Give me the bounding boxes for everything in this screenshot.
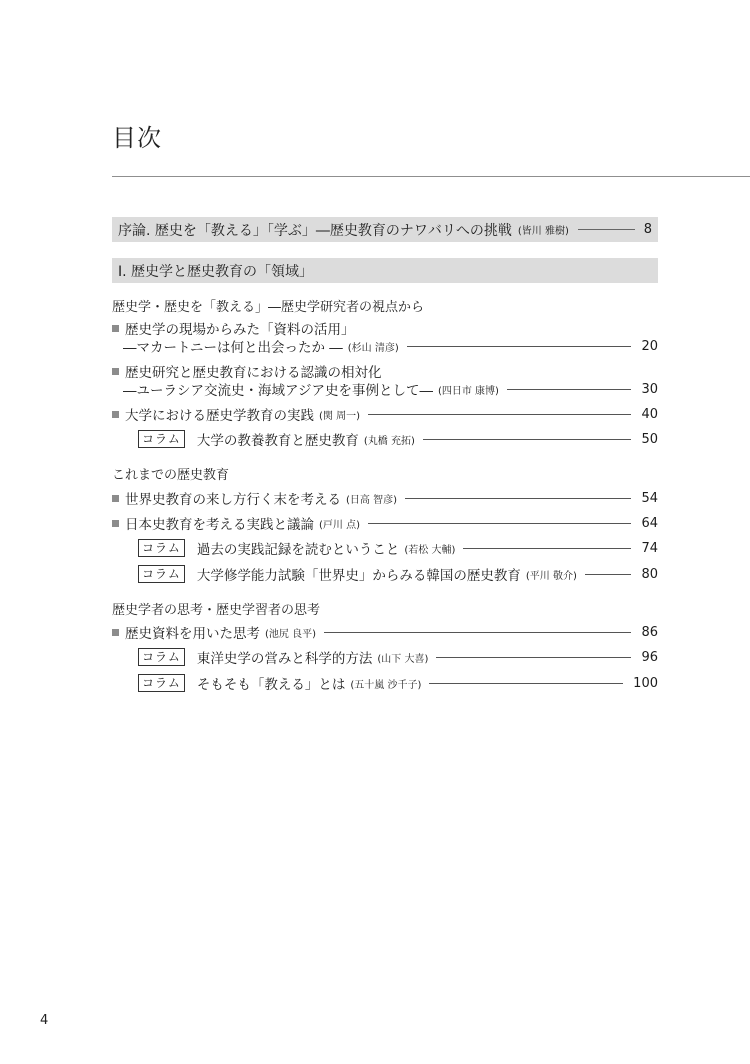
section-heading: 歴史学・歴史を「教える」―歴史学研究者の視点から — [112, 300, 425, 315]
entry-page-number: 74 — [641, 540, 658, 556]
page-folio: 4 — [40, 1013, 49, 1028]
square-bullet-icon — [112, 520, 119, 527]
entry-author: (山下 大喜) — [377, 653, 429, 665]
intro-title: 序論. 歴史を「教える」「学ぶ」―歴史教育のナワバリへの挑戦 — [118, 222, 512, 239]
section-heading: 歴史学者の思考・歴史学習者の思考 — [112, 603, 321, 618]
toc-entry[interactable] — [112, 405, 658, 423]
leader-line — [368, 523, 631, 524]
entry-page-number: 100 — [633, 675, 658, 691]
part-heading — [112, 258, 658, 283]
entry-author: (若松 大輔) — [404, 544, 456, 556]
square-bullet-icon — [112, 325, 119, 332]
entry-title: そもそも「教える」とは — [196, 677, 346, 693]
toc-column-entry[interactable] — [112, 674, 658, 692]
toc-entry[interactable] — [112, 623, 658, 641]
toc-column-entry[interactable] — [112, 565, 658, 583]
entry-page-number: 86 — [641, 624, 658, 640]
entry-author: (四日市 康博) — [437, 385, 499, 397]
entry-author: (池尻 良平) — [265, 628, 316, 640]
leader-line — [507, 389, 632, 390]
entry-page-number: 80 — [641, 566, 658, 582]
entry-page-number: 40 — [641, 406, 658, 422]
leader-line — [585, 574, 632, 575]
entry-title: 歴史資料を用いた思考 — [125, 626, 260, 642]
leader-line — [578, 229, 635, 230]
leader-line — [368, 414, 631, 415]
column-badge: コラム — [138, 430, 185, 448]
toc-entry[interactable] — [112, 319, 658, 337]
square-bullet-icon — [112, 411, 119, 418]
square-bullet-icon — [112, 368, 119, 375]
leader-line — [324, 632, 631, 633]
leader-line — [407, 346, 632, 347]
toc-entry[interactable] — [112, 362, 658, 380]
square-bullet-icon — [112, 629, 119, 636]
intro-page-number: 8 — [643, 222, 652, 237]
column-badge: コラム — [138, 539, 185, 557]
column-badge: コラム — [138, 648, 185, 666]
column-badge: コラム — [138, 565, 185, 583]
entry-page-number: 20 — [641, 338, 658, 354]
entry-page-number: 30 — [641, 381, 658, 397]
leader-line — [423, 439, 632, 440]
entry-subtitle: ―マカートニーは何と出会ったか ― — [123, 340, 343, 356]
section-heading: これまでの歴史教育 — [112, 468, 230, 483]
entry-author: (丸橋 充拓) — [363, 435, 415, 447]
column-badge: コラム — [138, 674, 185, 692]
entry-author: (平川 敬介) — [525, 570, 577, 582]
page-title: 目次 — [112, 124, 162, 152]
toc-column-entry[interactable] — [112, 648, 658, 666]
toc-entry-subtitle-line[interactable] — [112, 337, 658, 355]
entry-page-number: 64 — [641, 515, 658, 531]
entry-title: 世界史教育の来し方行く末を考える — [125, 492, 341, 508]
part-title: Ⅰ. 歴史学と歴史教育の「領域」 — [118, 263, 314, 280]
entry-author: (杉山 清彦) — [347, 342, 399, 354]
toc-entry[interactable] — [112, 489, 658, 507]
entry-title: 歴史学の現場からみた「資料の活用」 — [125, 322, 355, 338]
entry-title: 大学修学能力試験「世界史」からみる韓国の歴史教育 — [196, 568, 521, 584]
toc-column-entry[interactable] — [112, 539, 658, 557]
entry-page-number: 54 — [641, 490, 658, 506]
entry-subtitle: ―ユーラシア交流史・海域アジア史を事例として― — [123, 383, 433, 399]
entry-title: 大学の教養教育と歴史教育 — [196, 433, 359, 449]
toc-entry-intro[interactable] — [112, 217, 658, 242]
toc-entry-subtitle-line[interactable] — [112, 380, 658, 398]
leader-line — [463, 548, 631, 549]
entry-author: (五十嵐 沙千子) — [350, 679, 422, 691]
intro-author: (皆川 雅樹) — [517, 226, 569, 237]
entry-page-number: 50 — [641, 431, 658, 447]
entry-author: (関 周一) — [319, 410, 360, 422]
square-bullet-icon — [112, 495, 119, 502]
entry-page-number: 96 — [641, 649, 658, 665]
toc-column-entry[interactable] — [112, 430, 658, 448]
leader-line — [429, 683, 623, 684]
entry-title: 過去の実践記録を読むということ — [196, 542, 400, 558]
entry-title: 大学における歴史学教育の実践 — [125, 408, 314, 424]
leader-line — [436, 657, 631, 658]
entry-title: 東洋史学の営みと科学的方法 — [196, 651, 373, 667]
leader-line — [405, 498, 631, 499]
entry-title: 日本史教育を考える実践と議論 — [125, 517, 314, 533]
toc-entry[interactable] — [112, 514, 658, 532]
entry-author: (日高 智彦) — [346, 494, 397, 506]
entry-author: (戸川 点) — [319, 519, 360, 531]
entry-title: 歴史研究と歴史教育における認識の相対化 — [125, 365, 382, 381]
